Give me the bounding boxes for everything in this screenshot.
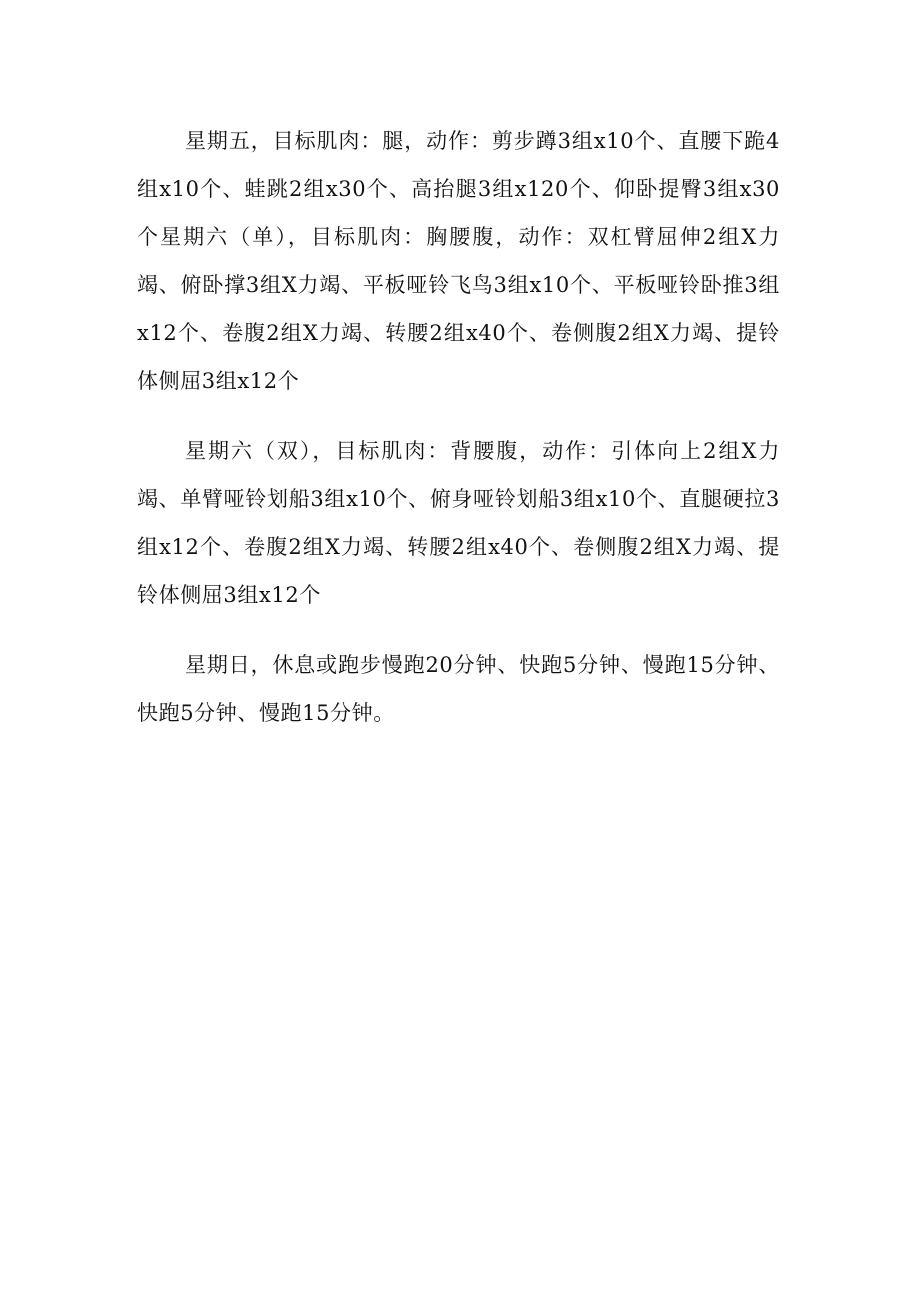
paragraph-saturday-double: 星期六（双），目标肌肉：背腰腹，动作：引体向上2组X力竭、单臂哑铃划船3组x10个、俯身哑铃划船3组x10个、直腿硬拉3组x12个、卷腹2组X力竭、转腰2组x40个、卷侧腹2组X力竭、提铃体侧屈3组x12个 [137, 439, 780, 607]
paragraph-sunday: 星期日，休息或跑步慢跑20分钟、快跑5分钟、慢跑15分钟、快跑5分钟、慢跑15分钟。 [137, 653, 780, 725]
paragraph-friday-saturday-single: 星期五，目标肌肉：腿，动作：剪步蹲3组x10个、直腰下跪4组x10个、蛙跳2组x30个、高抬腿3组x120个、仰卧提臀3组x30个星期六（单），目标肌肉：胸腰腹，动作：双杠臂屈伸2组X力竭、俯卧撑3组X力竭、平板哑铃飞鸟3组x10个、平板哑铃卧推3组x12个、卷腹2组X力竭、转腰2组x40个、卷侧腹2组X力竭、提铃体侧屈3组x12个 [137, 129, 780, 393]
document-body [137, 117, 780, 759]
